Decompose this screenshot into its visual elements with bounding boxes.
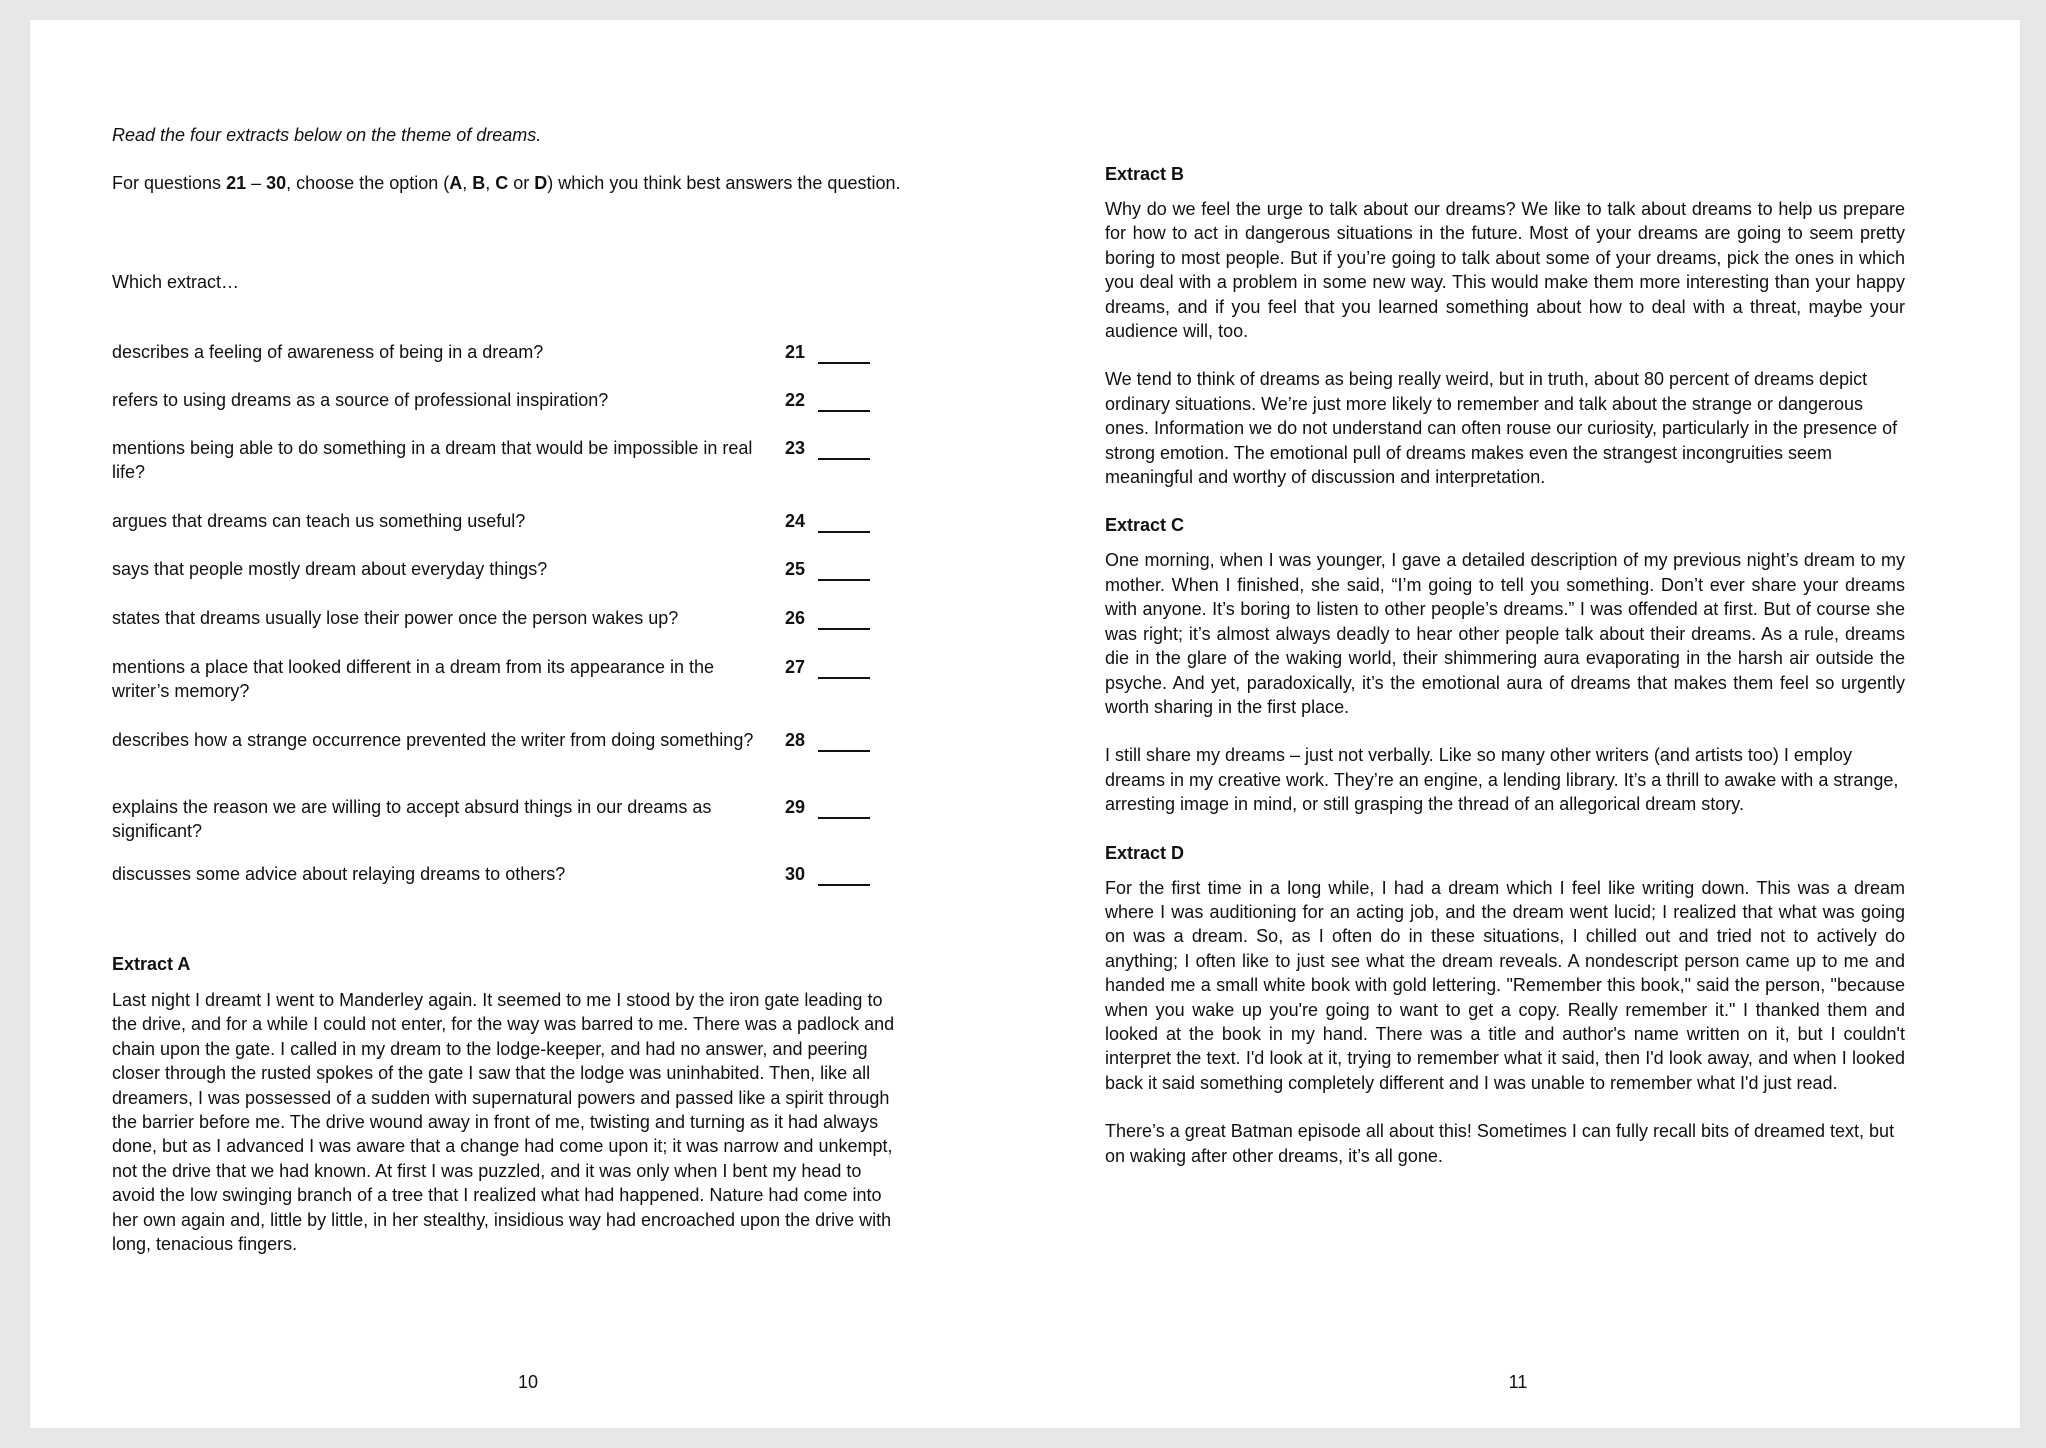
intro-text: Read the four extracts below on the theme of dreams. bbox=[112, 125, 542, 145]
question-number: 23 bbox=[785, 438, 806, 458]
extract-a bbox=[112, 952, 902, 1256]
extract-b bbox=[1105, 162, 1905, 489]
instructions-part2: , choose the option ( bbox=[286, 173, 450, 193]
answer-blank[interactable] bbox=[818, 436, 870, 460]
extract-b-paragraph-2: We tend to think of dreams as being really weird, but in truth, about 80 percent of dreams depict ordinary situations. We’re just more likely to remember and talk about the strange or dangerous ones. Information we do not understand can often rouse our curiosity, particularly in the presence of strong emotion. The emotional pull of dreams makes even the strangest incongruities seem meaningful and worthy of discussion and interpretation. bbox=[1105, 369, 1898, 488]
answer-blank[interactable] bbox=[818, 340, 870, 364]
option-c: C bbox=[495, 173, 509, 193]
option-d: D bbox=[534, 173, 548, 193]
instructions-part1: For questions bbox=[112, 173, 227, 193]
range-end: 30 bbox=[266, 173, 287, 193]
question-number: 26 bbox=[785, 608, 806, 628]
question-text: explains the reason we are willing to accept absurd things in our dreams as significant? bbox=[112, 797, 712, 841]
option-sep-1: , bbox=[462, 173, 473, 193]
extract-d-heading: Extract D bbox=[1105, 842, 1185, 863]
range-dash: – bbox=[246, 173, 267, 193]
which-extract-label: Which extract… bbox=[112, 272, 240, 292]
answer-blank[interactable] bbox=[818, 795, 870, 819]
extract-b-paragraph-1: Why do we feel the urge to talk about our dreams? We like to talk about dreams to help us prepare for how to act in dangerous situations in the future. Most of your dreams are going to seem pretty boring to most people. But if you’re going to talk about some of your dreams, pick the ones in which you deal with a problem in some new way. This would make them more interesting than your happy dreams, and if you feel that you learned something about how to deal with a threat, maybe your audience will, too. bbox=[1105, 199, 1905, 342]
question-text: describes how a strange occurrence prevented the writer from doing something? bbox=[112, 730, 754, 750]
option-b: B bbox=[472, 173, 486, 193]
question-text: discusses some advice about relaying dreams to others? bbox=[112, 864, 566, 884]
question-text: mentions a place that looked different in a dream from its appearance in the writer’s memory? bbox=[112, 657, 715, 701]
question-number: 24 bbox=[785, 511, 806, 531]
page-number-right: 11 bbox=[1508, 1372, 1528, 1392]
book-spread bbox=[30, 20, 2020, 1428]
instructions-text bbox=[112, 171, 902, 195]
right-column bbox=[1105, 162, 1905, 1192]
answer-blank[interactable] bbox=[818, 388, 870, 412]
question-number: 28 bbox=[785, 730, 806, 750]
answer-blank[interactable] bbox=[818, 509, 870, 533]
question-number: 21 bbox=[785, 342, 806, 362]
question-text: says that people mostly dream about everyday things? bbox=[112, 559, 548, 579]
answer-blank[interactable] bbox=[818, 862, 870, 886]
question-number: 29 bbox=[785, 797, 806, 817]
option-a: A bbox=[449, 173, 463, 193]
question-text: describes a feeling of awareness of being in a dream? bbox=[112, 342, 544, 362]
question-number: 25 bbox=[785, 559, 806, 579]
intro-block bbox=[112, 123, 902, 195]
range-start: 21 bbox=[226, 173, 247, 193]
left-page bbox=[30, 20, 1025, 1428]
question-text: states that dreams usually lose their power once the person wakes up? bbox=[112, 608, 679, 628]
extract-c bbox=[1105, 513, 1905, 816]
question-text: mentions being able to do something in a dream that would be impossible in real life? bbox=[112, 438, 753, 482]
page-number-left: 10 bbox=[517, 1372, 539, 1392]
extract-a-paragraph: Last night I dreamt I went to Manderley again. It seemed to me I stood by the iron gate leading to the drive, and for a while I could not enter, for the way was barred to me. There was a padlock and chain upon the gate. I called in my dream to the lodge-keeper, and had no answer, and peering closer through the rusted spokes of the gate I saw that the lodge was uninhabited. Then, like all dreamers, I was possessed of a sudden with supernatural powers and passed like a spirit through the barrier before me. The drive wound away in front of me, twisting and turning as it had always done, but as I advanced I was aware that a change had come upon it; it was narrow and unkempt, not the drive that we had known. At first I was puzzled, and it was only when I bent my head to avoid the low swinging branch of a tree that I realized what had happened. Nature had come into her own again and, little by little, in her stealthy, insidious way had encroached upon the drive with long, tenacious fingers. bbox=[112, 990, 895, 1255]
extract-c-paragraph-1: One morning, when I was younger, I gave a detailed description of my previous night’s dream to my mother. When I finished, she said, “I’m going to tell you something. Don’t ever share your dreams with anyone. It’s boring to listen to other people’s dreams.” I was offended at first. But of course she was right; it’s almost always deadly to hear other people talk about their dreams. As a rule, dreams die in the glare of the waking world, their shimmering aura evaporating in the harsh air outside the psyche. And yet, paradoxically, it’s the emotional aura of dreams that makes them feel so urgently worth sharing in the first place. bbox=[1105, 550, 1905, 717]
extract-c-paragraph-2: I still share my dreams – just not verbally. Like so many other writers (and artists too) I employ dreams in my creative work. They’re an engine, a lending library. It’s a thrill to awake with a strange, arresting image in mind, or still grasping the thread of an allegorical dream story. bbox=[1105, 745, 1899, 815]
right-page bbox=[1025, 20, 2020, 1428]
extract-d bbox=[1105, 841, 1905, 1168]
extract-b-heading: Extract B bbox=[1105, 164, 1185, 184]
question-number: 22 bbox=[785, 390, 806, 410]
question-number: 27 bbox=[785, 657, 806, 677]
answer-blank[interactable] bbox=[818, 606, 870, 630]
option-or: or bbox=[508, 173, 535, 193]
question-text: argues that dreams can teach us something useful? bbox=[112, 511, 526, 531]
extract-a-heading: Extract A bbox=[112, 954, 191, 974]
answer-blank[interactable] bbox=[818, 655, 870, 679]
extract-d-paragraph-2: There’s a great Batman episode all about this! Sometimes I can fully recall bits of dreamed text, but on waking after other dreams, it’s all gone. bbox=[1105, 1121, 1895, 1166]
option-sep-2: , bbox=[485, 173, 496, 193]
answer-blank[interactable] bbox=[818, 557, 870, 581]
question-number: 30 bbox=[785, 864, 806, 884]
extract-d-paragraph-1: For the first time in a long while, I had a dream which I feel like writing down. This was a dream where I was auditioning for an acting job, and the dream went lucid; I realized that what was going on was a dream. So, as I often do in these situations, I chilled out and tried not to actively do anything; I often like to just see what the dream reveals. A nondescript person came up to me and handed me a small white book with gold lettering. "Remember this book," said the person, "because when you wake up you're going to want to get a copy. Really remember it." I thanked them and looked at the book in my hand. There was a title and author's name written on it, but I couldn't interpret the text. I'd look at it, trying to remember what it said, then I'd look away, and when I looked back it said something completely different and I was unable to remember what I'd just read. bbox=[1105, 877, 1905, 1093]
answer-blank[interactable] bbox=[818, 728, 870, 752]
question-text: refers to using dreams as a source of professional inspiration? bbox=[112, 390, 609, 410]
instructions-part3: ) which you think best answers the question. bbox=[547, 173, 901, 193]
extract-c-heading: Extract C bbox=[1105, 515, 1185, 536]
